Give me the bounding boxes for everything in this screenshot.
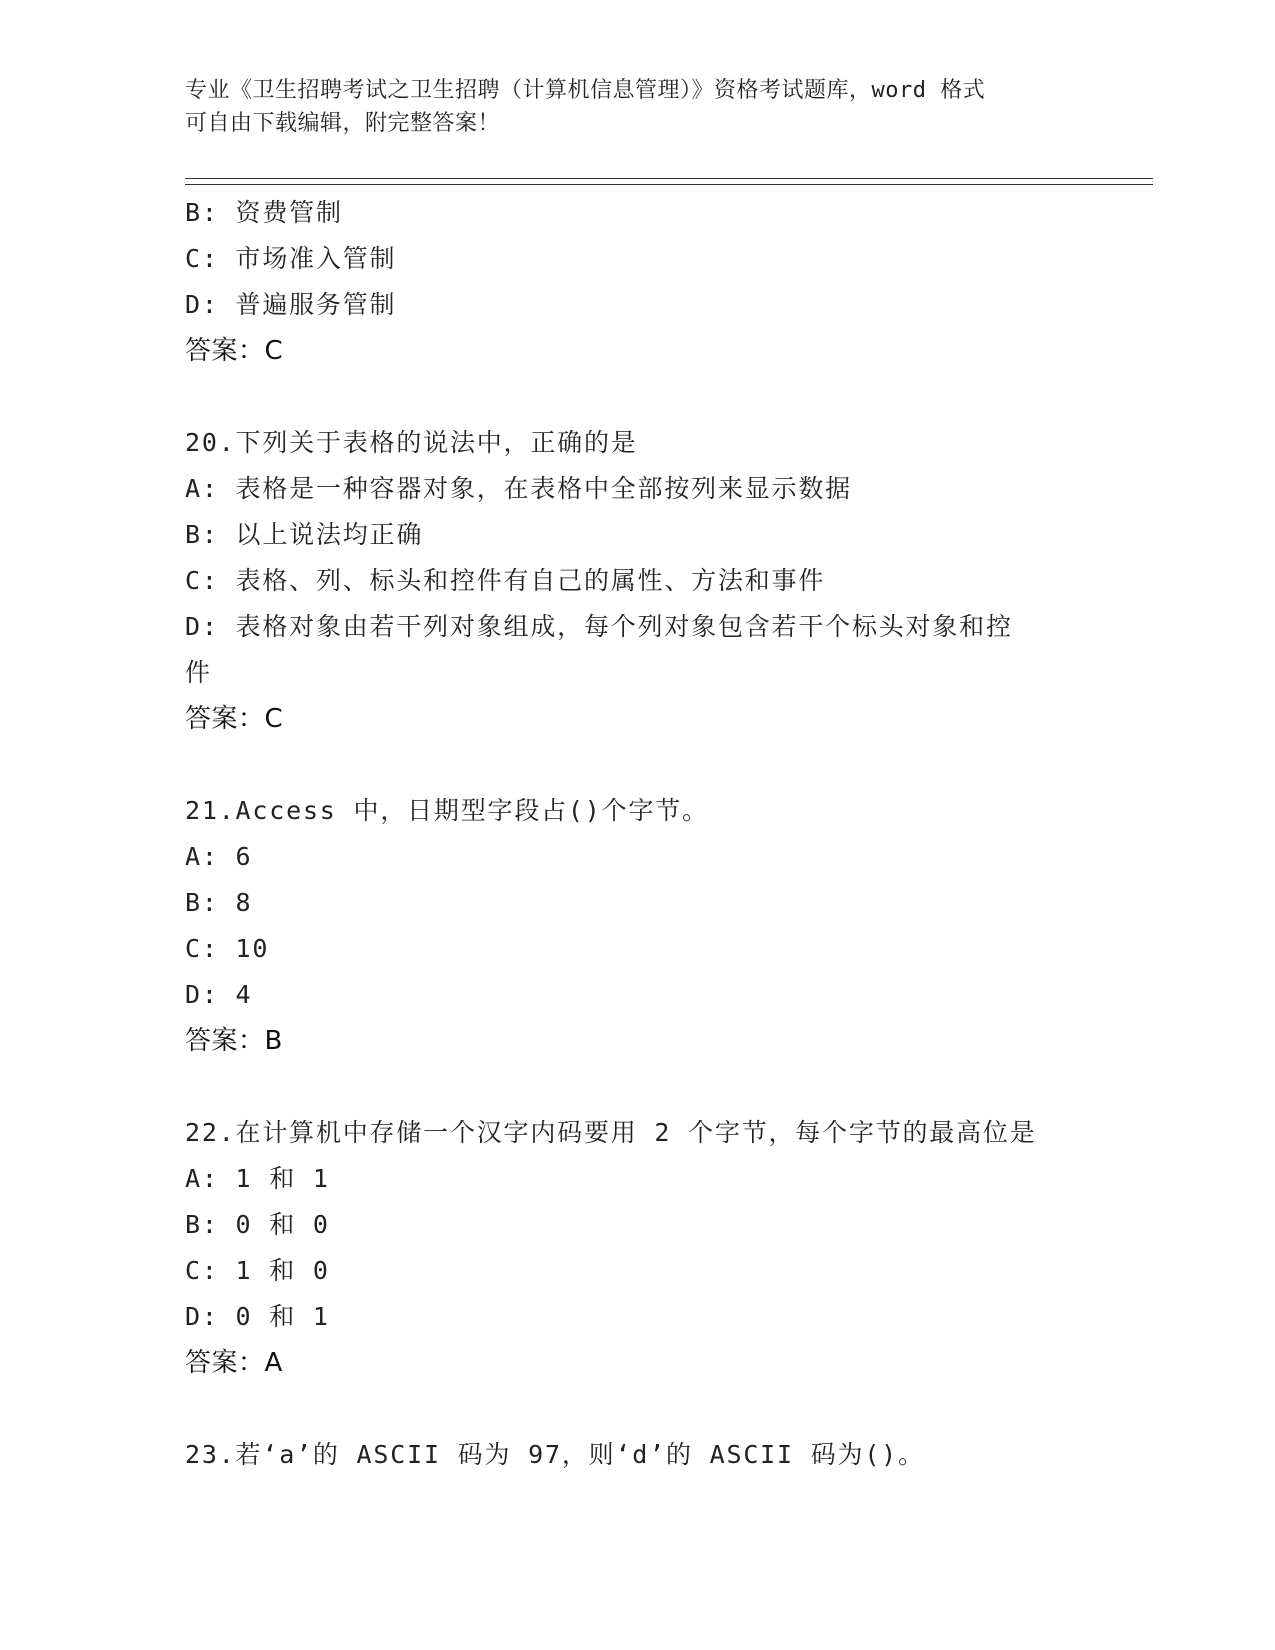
spacer bbox=[185, 1386, 1085, 1432]
header-line-1: 专业《卫生招聘考试之卫生招聘（计算机信息管理）》资格考试题库，word 格式 bbox=[185, 78, 986, 103]
q19-option-c: C: 市场准入管制 bbox=[185, 244, 397, 273]
q23-question: 23.若‘a’的 ASCII 码为 97，则‘d’的 ASCII 码为()。 bbox=[185, 1440, 925, 1469]
q22-option-d: D: 0 和 1 bbox=[185, 1302, 330, 1331]
question-list bbox=[185, 190, 1085, 1478]
q21-option-d: D: 4 bbox=[185, 980, 253, 1009]
q22-question: 22.在计算机中存储一个汉字内码要用 2 个字节，每个字节的最高位是 bbox=[185, 1118, 1037, 1147]
q20-option-c: C: 表格、列、标头和控件有自己的属性、方法和事件 bbox=[185, 566, 826, 595]
q20-question: 20.下列关于表格的说法中，正确的是 bbox=[185, 428, 638, 457]
q20-option-a: A: 表格是一种容器对象，在表格中全部按列来显示数据 bbox=[185, 474, 852, 503]
header-divider-top bbox=[185, 178, 1153, 179]
q21-option-c: C: 10 bbox=[185, 934, 270, 963]
q20-option-b: B: 以上说法均正确 bbox=[185, 520, 424, 549]
q22-option-a: A: 1 和 1 bbox=[185, 1164, 330, 1193]
q19-option-d: D: 普遍服务管制 bbox=[185, 290, 397, 319]
q20-option-d-line-1: D: 表格对象由若干列对象组成，每个列对象包含若干个标头对象和控 bbox=[185, 612, 1013, 641]
spacer bbox=[185, 1064, 1085, 1110]
q21-question: 21.Access 中，日期型字段占()个字节。 bbox=[185, 796, 709, 825]
document-header bbox=[185, 74, 1065, 140]
header-divider-bottom bbox=[185, 184, 1153, 185]
q20-option-d-line-2: 件 bbox=[185, 658, 212, 687]
spacer bbox=[185, 374, 1085, 420]
header-line-2: 可自由下载编辑，附完整答案！ bbox=[185, 111, 501, 136]
q21-answer: 答案：B bbox=[185, 1026, 283, 1056]
q21-option-a: A: 6 bbox=[185, 842, 253, 871]
spacer bbox=[185, 742, 1085, 788]
q22-answer: 答案：A bbox=[185, 1348, 283, 1378]
q19-answer: 答案：C bbox=[185, 336, 284, 366]
q19-option-b: B: 资费管制 bbox=[185, 198, 343, 227]
q22-option-c: C: 1 和 0 bbox=[185, 1256, 330, 1285]
q21-option-b: B: 8 bbox=[185, 888, 253, 917]
q20-answer: 答案：C bbox=[185, 704, 284, 734]
q22-option-b: B: 0 和 0 bbox=[185, 1210, 330, 1239]
